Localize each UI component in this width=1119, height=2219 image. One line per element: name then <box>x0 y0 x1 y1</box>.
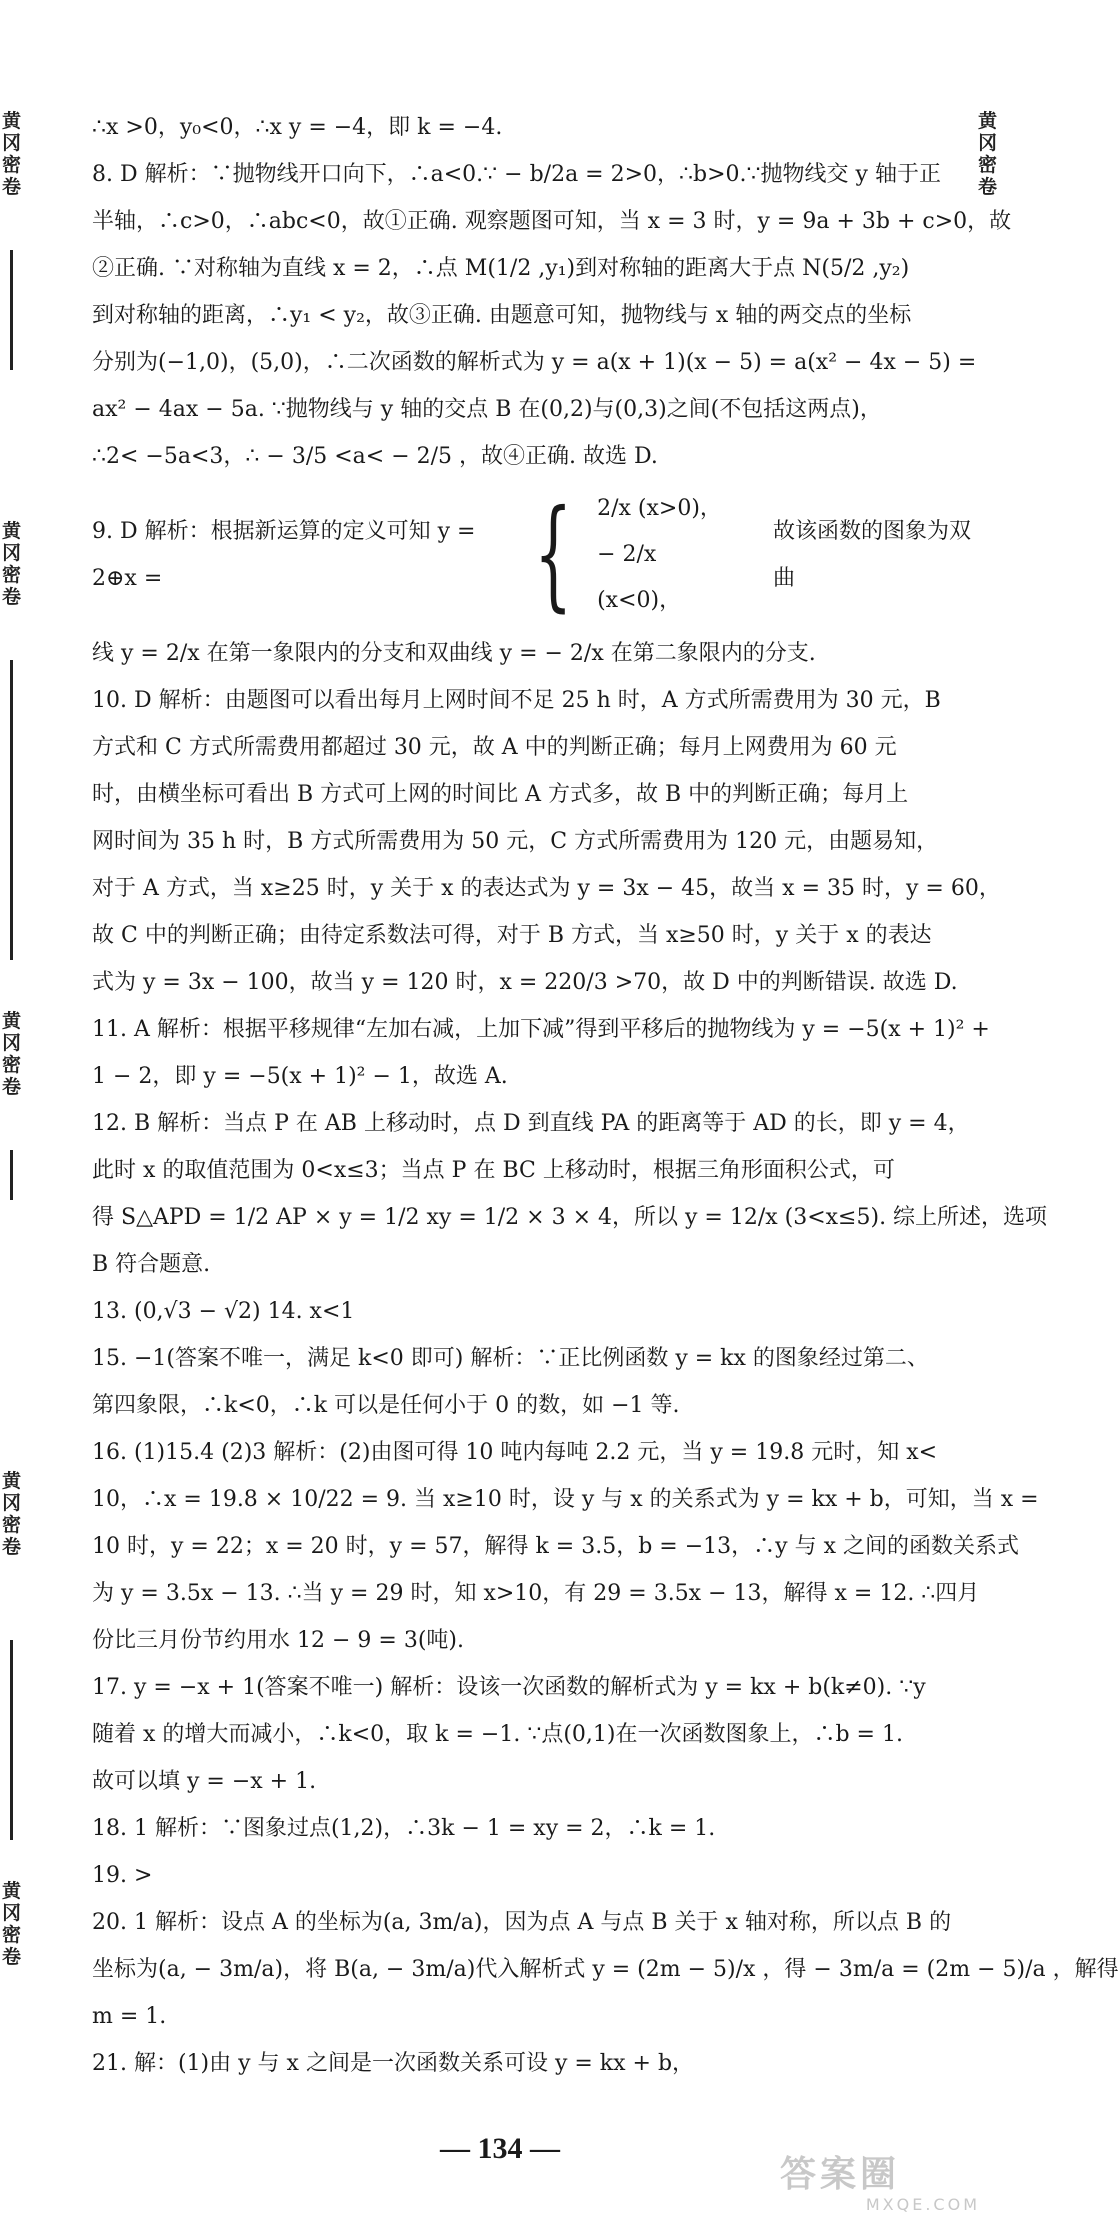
piecewise-cases <box>597 486 733 624</box>
text-line: 12. B 解析：当点 P 在 AB 上移动时，点 D 到直线 PA 的距离等于 AD 的长，即 y = 4， <box>92 1111 970 1136</box>
text-line: ax² − 4ax − 5a. ∵抛物线与 y 轴的交点 B 在(0,2)与(0,3)之间(不包括这两点)， <box>92 397 882 422</box>
text-line: 随着 x 的增大而减小，∴k<0，取 k = −1. ∵点(0,1)在一次函数图象上，∴b = 1. <box>92 1722 903 1747</box>
text-line: 到对称轴的距离，∴y₁ < y₂，故③正确. 由题意可知，抛物线与 x 轴的两交点的坐标 <box>92 303 912 328</box>
text-line: ∴2< −5a<3，∴ − 3/5 <a< − 2/5 ，故④正确. 故选 D. <box>92 444 658 469</box>
text-line: 份比三月份节约用水 12 − 9 = 3(吨). <box>92 1628 464 1653</box>
text-line: 故 C 中的判断正确；由待定系数法可得，对于 B 方式，当 x≥50 时，y 关于 x 的表达 <box>92 923 932 948</box>
text-line: 10 时，y = 22；x = 20 时，y = 57，解得 k = 3.5，b = −13，∴y 与 x 之间的函数关系式 <box>92 1534 1019 1559</box>
margin-divider <box>10 1640 13 1840</box>
watermark-url: MXQE.COM <box>865 2195 980 2214</box>
text-line: 得 S△APD = 1/2 AP × y = 1/2 xy = 1/2 × 3 × 4，所以 y = 12/x (3<x≤5). 综上所述，选项 <box>92 1205 1048 1230</box>
margin-label: 黄冈密卷 <box>2 1880 22 1968</box>
text-line: 20. 1 解析：设点 A 的坐标为(a, 3m/a)，因为点 A 与点 B 关于 x 轴对称，所以点 B 的 <box>92 1910 952 1935</box>
page-number: — 134 — <box>440 2132 560 2165</box>
text-line: 18. 1 解析：∵图象过点(1,2)，∴3k − 1 = xy = 2，∴k = 1. <box>92 1816 716 1841</box>
text-line: ②正确. ∵对称轴为直线 x = 2，∴点 M(1/2 ,y₁)到对称轴的距离大于点 N(5/2 ,y₂) <box>92 256 910 281</box>
text-line: 1 − 2，即 y = −5(x + 1)² − 1，故选 A. <box>92 1064 508 1089</box>
margin-label: 黄冈密卷 <box>2 110 22 198</box>
text-line: 对于 A 方式，当 x≥25 时，y 关于 x 的表达式为 y = 3x − 45，故当 x = 35 时，y = 60， <box>92 876 1001 901</box>
text-line: 此时 x 的取值范围为 0<x≤3；当点 P 在 BC 上移动时，根据三角形面积公式，可 <box>92 1158 895 1183</box>
margin-label: 黄冈密卷 <box>2 1470 22 1558</box>
piecewise-definition <box>92 480 972 630</box>
text-line: 10. D 解析：由题图可以看出每月上网时间不足 25 h 时，A 方式所需费用为 30 元，B <box>92 688 941 713</box>
text-line: 半轴，∴c>0，∴abc<0，故①正确. 观察题图可知，当 x = 3 时，y = 9a + 3b + c>0，故 <box>92 209 1012 234</box>
text-line: 为 y = 3.5x − 13. ∴当 y = 29 时，知 x>10，有 29 = 3.5x − 13，解得 x = 12. ∴四月 <box>92 1581 980 1606</box>
watermark-logo: 答案圈 <box>780 2154 901 2195</box>
text-line: 第四象限，∴k<0，∴k 可以是任何小于 0 的数，如 −1 等. <box>92 1393 680 1418</box>
text-line: 分别为(−1,0)，(5,0)，∴二次函数的解析式为 y = a(x + 1)(x − 5) = a(x² − 4x − 5) = <box>92 350 977 375</box>
text-line: 坐标为(a, − 3m/a)，将 B(a, − 3m/a)代入解析式 y = (2m − 5)/x ，得 − 3m/a = (2m − 5)/a ，解得 <box>92 1957 1119 1982</box>
margin-divider <box>10 250 13 370</box>
text-line: 19. > <box>92 1863 153 1888</box>
text-line: ∴x >0，y₀<0，∴x y = −4，即 k = −4. <box>92 115 503 140</box>
margin-label: 黄冈密卷 <box>2 520 22 608</box>
brace-symbol: { <box>533 485 573 624</box>
text-line: 10，∴x = 19.8 × 10/22 = 9. 当 x≥10 时，设 y 与 x 的关系式为 y = kx + b，可知，当 x = <box>92 1487 1039 1512</box>
item-9-tail: 故该函数的图象为双曲 <box>773 519 972 591</box>
text-line: 17. y = −x + 1(答案不唯一) 解析：设该一次函数的解析式为 y = kx + b(k≠0). ∵y <box>92 1675 926 1700</box>
text-line: 16. (1)15.4 (2)3 解析：(2)由图可得 10 吨内每吨 2.2 元，当 y = 19.8 元时，知 x< <box>92 1440 938 1465</box>
text-line: 网时间为 35 h 时，B 方式所需费用为 50 元，C 方式所需费用为 120 元，由题易知， <box>92 829 939 854</box>
margin-label: 黄冈密卷 <box>2 1010 22 1098</box>
margin-divider <box>10 1150 13 1200</box>
watermark <box>780 2155 990 2215</box>
text-line: 13. (0,√3 − √2) 14. x<1 <box>92 1299 355 1324</box>
margin-label: 黄冈密卷 <box>978 110 998 198</box>
text-line: 21. 解：(1)由 y 与 x 之间是一次函数关系可设 y = kx + b， <box>92 2051 695 2076</box>
text-line: 时，由横坐标可看出 B 方式可上网的时间比 A 方式多，故 B 中的判断正确；每月上 <box>92 782 909 807</box>
text-line: 8. D 解析：∵抛物线开口向下，∴a<0.∵ − b/2a = 2>0，∴b>0.∵抛物线交 y 轴于正 <box>92 162 941 187</box>
piecewise-case: − 2/x (x<0)， <box>597 542 682 613</box>
text-line: 11. A 解析：根据平移规律“左加右减，上加下减”得到平移后的抛物线为 y = −5(x + 1)² + <box>92 1017 990 1042</box>
text-line: 方式和 C 方式所需费用都超过 30 元，故 A 中的判断正确；每月上网费用为 60 元 <box>92 735 897 760</box>
text-line: 线 y = 2/x 在第一象限内的分支和双曲线 y = − 2/x 在第二象限内的分支. <box>92 641 816 666</box>
text-line: 式为 y = 3x − 100，故当 y = 120 时，x = 220/3 >70，故 D 中的判断错误. 故选 D. <box>92 970 958 995</box>
text-line: B 符合题意. <box>92 1252 211 1277</box>
text-line: 故可以填 y = −x + 1. <box>92 1769 317 1794</box>
piecewise-case: 2/x (x>0)， <box>597 496 722 521</box>
item-9-lead: 9. D 解析：根据新运算的定义可知 y = 2⊕x = <box>92 519 476 591</box>
margin-divider <box>10 660 13 960</box>
text-line: m = 1. <box>92 2004 167 2029</box>
text-line: 15. −1(答案不唯一，满足 k<0 即可) 解析：∵正比例函数 y = kx 的图象经过第二、 <box>92 1346 929 1371</box>
